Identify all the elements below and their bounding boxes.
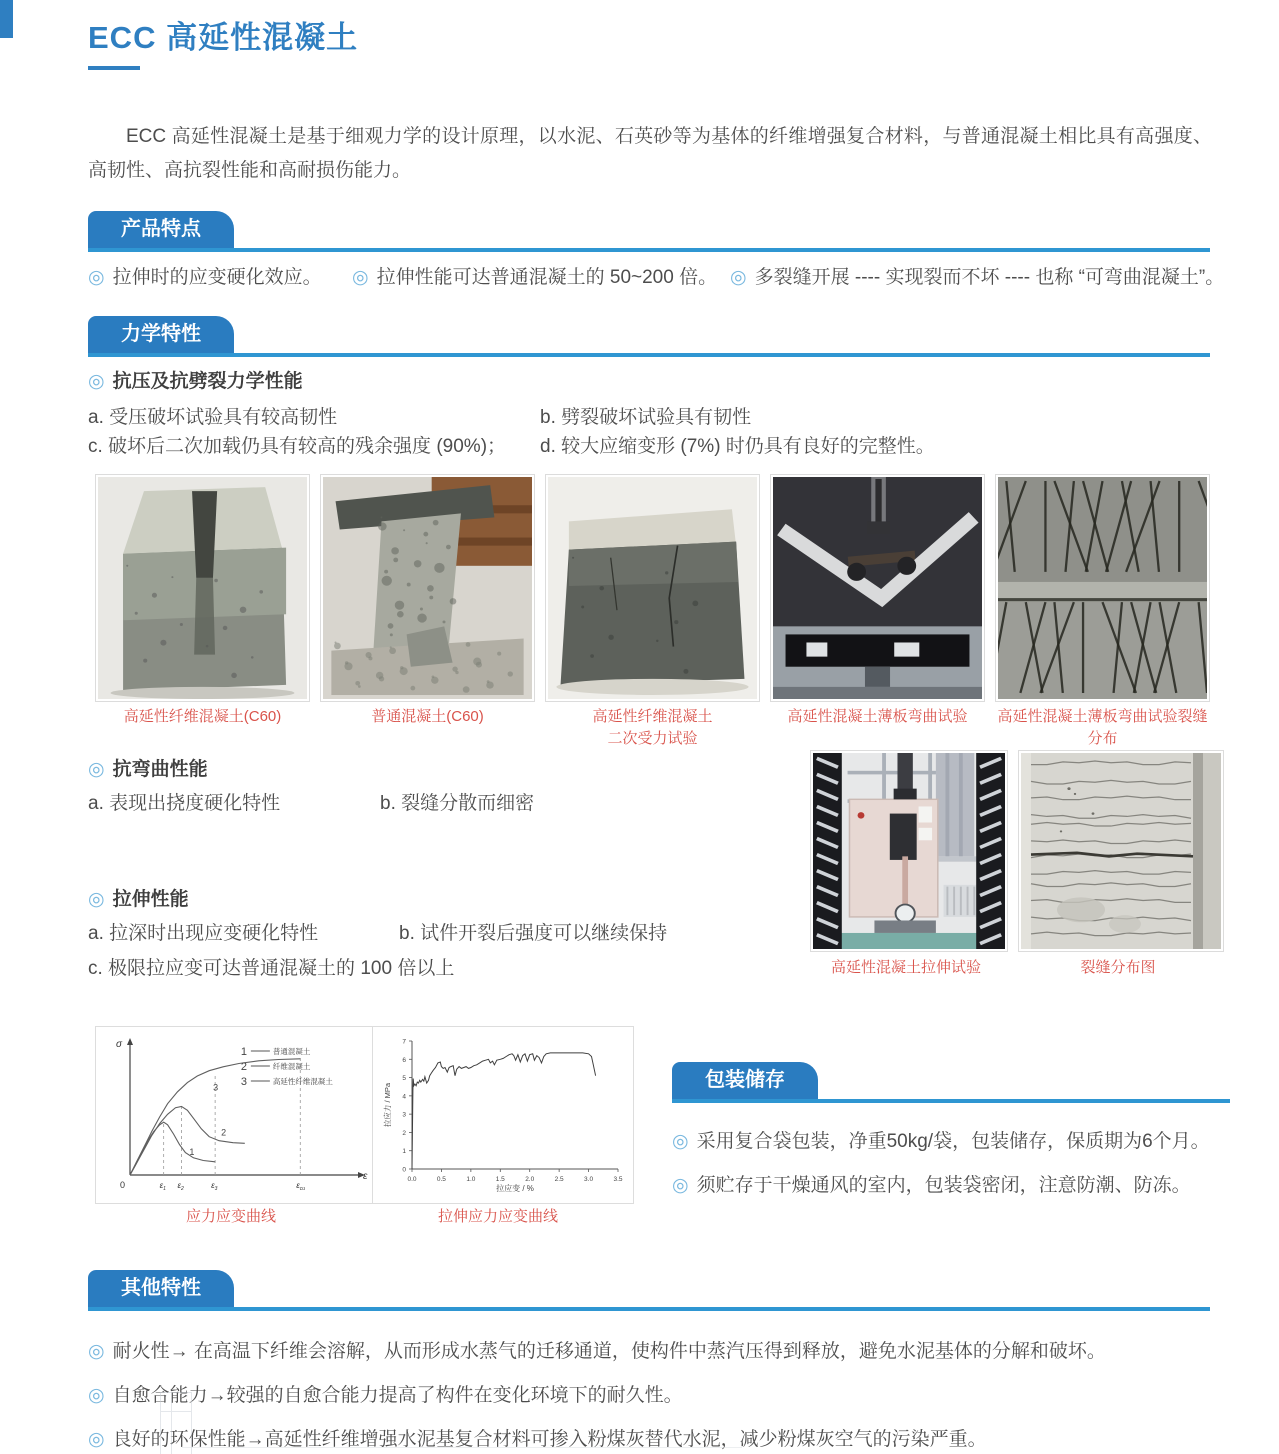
photo-caption: 高延性纤维混凝土(C60) [123, 708, 282, 725]
bullet-icon: ◎ [88, 1429, 105, 1450]
svg-text:ε2: $\varepsilon_2$ [177, 1181, 184, 1192]
section-line-packaging [672, 1099, 1230, 1103]
photo-crack-distribution-plate [995, 474, 1210, 702]
tension-item-c: c. 极限拉应变可达普通混凝土的 100 倍以上 [88, 958, 455, 979]
bullet-icon: ◎ [352, 267, 369, 288]
subsection-compression-title: ◎ 抗压及抗劈裂力学性能 [88, 371, 303, 392]
svg-text:高延性纤维混凝土: 高延性纤维混凝土 [272, 1077, 333, 1086]
section-tab-features [88, 211, 234, 248]
bullet-icon: ◎ [88, 889, 105, 910]
section-tab-mechanics [88, 316, 234, 353]
svg-text:σ: σ [116, 1039, 123, 1050]
svg-text:拉应力 / MPa: 拉应力 / MPa [383, 1082, 392, 1128]
svg-text:3.5: 3.5 [613, 1176, 623, 1183]
photo-caption: 高延性纤维混凝土 二次受力试验 [592, 708, 713, 747]
svg-text:2: 2 [402, 1129, 406, 1137]
svg-text:1.0: 1.0 [466, 1176, 476, 1183]
bullet-icon: ◎ [88, 267, 105, 288]
stress-strain-diagram [95, 1026, 377, 1204]
svg-text:ε: ε [363, 1171, 368, 1182]
fig2-caption: 拉伸应力应变曲线 [437, 1208, 558, 1225]
svg-text:0: 0 [402, 1166, 406, 1174]
bullet-icon: ◎ [730, 267, 747, 288]
bullet-icon: ◎ [88, 371, 105, 392]
bending-item-a: a. 表现出挠度硬化特性 [88, 793, 281, 814]
other-bullet-1: ◎ 耐火性→ 在高温下纤维会溶解，从而形成水蒸气的迁移通道，使构件中蒸汽压得到释放，避免水泥基体的分解和破坏。 [88, 1341, 1106, 1362]
svg-text:εcu: $\varepsilon_{cu}$ [296, 1181, 306, 1192]
other-bullet-2: ◎ 自愈合能力→较强的自愈合能力提高了构件在变化环境下的耐久性。 [88, 1385, 683, 1406]
section-tab-other-label: 其他特性 [121, 1277, 201, 1299]
svg-text:1: 1 [240, 1046, 248, 1058]
other-bullet-3: ◎ 良好的环保性能→高延性纤维增强水泥基复合材料可掺入粉煤灰替代水泥，减少粉煤灰空气的污染严重。 [88, 1429, 987, 1450]
section-tab-mechanics-label: 力学特性 [121, 323, 201, 345]
photo-caption: 高延性混凝土薄板弯曲试验 [787, 708, 968, 725]
bullet-icon: ◎ [672, 1131, 689, 1152]
photo-caption: 普通混凝土(C60) [371, 708, 484, 725]
packaging-bullet-1: ◎ 采用复合袋包装，净重50kg/袋，包装储存，保质期为6个月。 [672, 1131, 1210, 1152]
photo-plate-bending-test [770, 474, 985, 702]
svg-text:3.0: 3.0 [584, 1176, 594, 1183]
photo2-caption-2: 裂缝分布图 [1080, 959, 1156, 976]
svg-text:拉应变 / %: 拉应变 / % [496, 1184, 534, 1193]
tension-item-a: a. 拉深时出现应变硬化特性 [88, 923, 319, 944]
section-line-other [88, 1307, 1210, 1311]
svg-text:1.5: 1.5 [495, 1176, 505, 1183]
subsection-bending-title: ◎ 抗弯曲性能 [88, 759, 208, 780]
svg-text:5: 5 [402, 1075, 406, 1083]
svg-text:7: 7 [402, 1038, 406, 1046]
bending-item-b: b. 裂缝分散而细密 [380, 793, 535, 814]
subsection-tension-title: ◎ 拉伸性能 [88, 889, 189, 910]
feature-bullet-1: ◎ 拉伸时的应变硬化效应。 [88, 267, 322, 288]
packaging-bullet-2: ◎ 须贮存于干燥通风的室内，包装袋密闭，注意防潮、防冻。 [672, 1175, 1191, 1196]
tensile-curve-chart [372, 1026, 634, 1204]
photo-ecc-second-loading [545, 474, 760, 702]
section-line-features [88, 248, 1210, 252]
bullet-icon: ◎ [88, 759, 105, 780]
compression-item-a: a. 受压破坏试验具有较高韧性 [88, 407, 338, 428]
svg-text:普通混凝土: 普通混凝土 [272, 1047, 311, 1056]
photo2-caption-1: 高延性混凝土拉伸试验 [830, 959, 981, 976]
compression-item-b: b. 劈裂破坏试验具有韧性 [540, 407, 752, 428]
svg-text:ε1: $\varepsilon_1$ [159, 1181, 166, 1192]
bullet-icon: ◎ [672, 1175, 689, 1196]
svg-text:2: 2 [240, 1061, 248, 1073]
watermark-line [182, 1447, 742, 1448]
feature-bullet-2: ◎ 拉伸性能可达普通混凝土的 50~200 倍。 [352, 267, 718, 288]
svg-text:3: 3 [213, 1082, 219, 1093]
photo-caption: 高延性混凝土薄板弯曲试验裂缝分布 [997, 708, 1208, 747]
section-tab-packaging [672, 1062, 818, 1099]
photo-crack-distribution-map [1018, 750, 1224, 952]
page-title: ECC 高延性混凝土 [88, 20, 359, 55]
svg-text:0: 0 [120, 1180, 126, 1190]
photo-tension-test-machine [810, 750, 1008, 952]
svg-text:6: 6 [402, 1056, 406, 1064]
svg-text:1: 1 [189, 1147, 195, 1158]
photo-normal-c60-crushed [320, 474, 535, 702]
photo-ecc-c60-cube [95, 474, 310, 702]
svg-text:2.5: 2.5 [554, 1176, 564, 1183]
watermark-outline [160, 1392, 192, 1454]
compression-item-d: d. 较大应缩变形 (7%) 时仍具有良好的完整性。 [540, 436, 935, 457]
svg-text:2.0: 2.0 [525, 1176, 535, 1183]
section-tab-features-label: 产品特点 [121, 218, 201, 240]
title-underline [88, 66, 140, 70]
svg-text:2: 2 [221, 1127, 227, 1138]
intro-paragraph: ECC 高延性混凝土是基于细观力学的设计原理，以水泥、石英砂等为基体的纤维增强复合材料，与普通混凝土相比具有高强度、高韧性、高抗裂性能和高耐损伤能力。 [88, 126, 1212, 181]
photo-caption-row-1 [95, 706, 1210, 750]
fig1-caption: 应力应变曲线 [185, 1208, 276, 1225]
svg-text:0.0: 0.0 [407, 1176, 417, 1183]
tension-item-b: b. 试件开裂后强度可以继续保持 [399, 923, 668, 944]
svg-text:4: 4 [402, 1093, 406, 1101]
section-tab-packaging-label: 包装储存 [705, 1069, 785, 1091]
svg-text:ε3: $\varepsilon_3$ [211, 1181, 218, 1192]
svg-text:1: 1 [402, 1148, 406, 1156]
bullet-icon: ◎ [88, 1341, 105, 1362]
svg-text:3: 3 [240, 1076, 248, 1088]
feature-bullet-3: ◎ 多裂缝开展 ---- 实现裂而不坏 ---- 也称 “可弯曲混凝土”。 [730, 267, 1225, 288]
photo-row-1 [95, 474, 1210, 702]
section-line-mechanics [88, 353, 1210, 357]
svg-text:纤维混凝土: 纤维混凝土 [272, 1062, 311, 1071]
svg-text:3: 3 [402, 1111, 406, 1119]
compression-item-c: c. 破坏后二次加载仍具有较高的残余强度 (90%)； [88, 436, 507, 457]
section-tab-other [88, 1270, 234, 1307]
svg-text:0.5: 0.5 [436, 1176, 446, 1183]
bullet-icon: ◎ [88, 1385, 105, 1406]
page-corner-mark [0, 0, 13, 38]
